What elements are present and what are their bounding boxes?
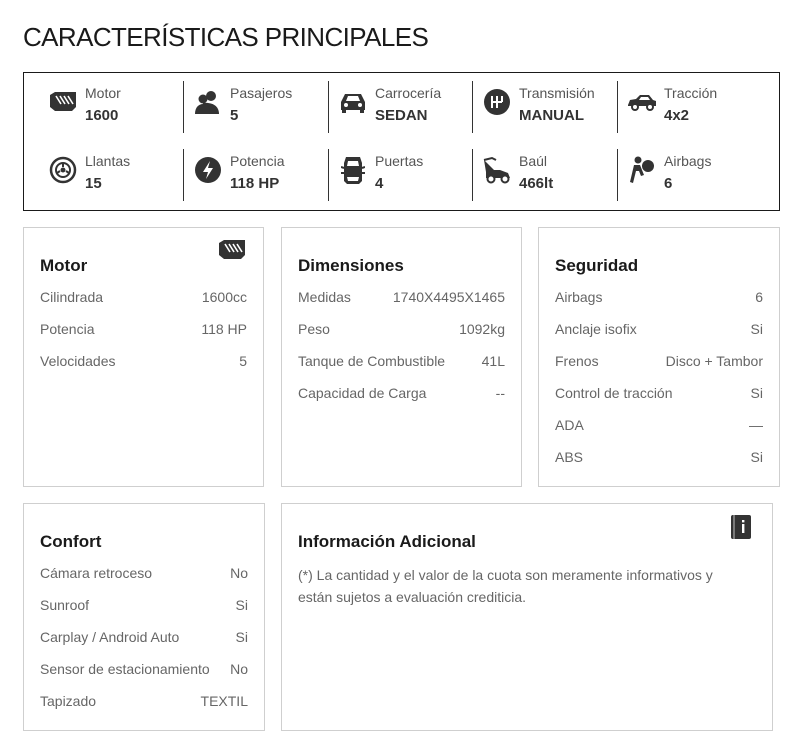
spec-label: Tapizado <box>40 693 97 709</box>
spec-label: Sunroof <box>40 597 90 613</box>
info-book-icon <box>730 514 752 545</box>
doors-icon <box>338 155 368 185</box>
spec-row <box>40 661 248 681</box>
engine-icon <box>48 87 78 117</box>
summary-item-puertas <box>338 153 483 211</box>
spec-label: ABS <box>555 449 584 465</box>
spec-value: 41L <box>481 353 505 369</box>
spec-label: Medidas <box>298 289 351 305</box>
summary-value: 1600 <box>85 107 119 124</box>
disclaimer-text: (*) La cantidad y el valor de la cuota son meramente informativos y están sujetos a evaluación crediticia. <box>298 567 713 605</box>
spec-row <box>40 597 248 617</box>
spec-value: Disco + Tambor <box>665 353 763 369</box>
summary-label: Pasajeros <box>230 85 293 101</box>
spec-row <box>555 321 763 341</box>
summary-value: 5 <box>230 107 239 124</box>
summary-value: SEDAN <box>375 107 428 124</box>
card-title: Seguridad <box>555 256 639 275</box>
spec-value: 5 <box>239 353 247 369</box>
gearbox-icon <box>482 87 512 117</box>
summary-item-transmision <box>482 85 627 143</box>
page-title: CARACTERÍSTICAS PRINCIPALES <box>23 22 429 52</box>
summary-item-pasajeros <box>193 85 338 143</box>
card-confort <box>23 503 265 731</box>
spec-row <box>40 321 247 341</box>
spec-row <box>40 693 248 713</box>
summary-value: 466lt <box>519 175 554 192</box>
summary-value: 15 <box>85 175 102 192</box>
spec-row <box>40 289 247 309</box>
card-motor <box>23 227 264 487</box>
spec-value: 6 <box>755 289 763 305</box>
divider <box>328 149 329 201</box>
summary-value: MANUAL <box>519 107 584 124</box>
spec-row <box>298 385 505 405</box>
spec-value: TEXTIL <box>200 693 248 709</box>
spec-row <box>555 449 763 469</box>
summary-label: Puertas <box>375 153 424 169</box>
car-body-icon <box>338 87 368 117</box>
spec-value: — <box>749 417 763 433</box>
summary-value: 118 HP <box>230 175 280 192</box>
spec-value: No <box>230 565 248 581</box>
spec-value: Si <box>750 385 763 401</box>
summary-item-llantas <box>48 153 193 211</box>
divider <box>472 81 473 133</box>
card-title: Motor <box>40 256 88 275</box>
divider <box>472 149 473 201</box>
divider <box>183 81 184 133</box>
summary-label: Carrocería <box>375 85 442 101</box>
summary-item-baul <box>482 153 627 211</box>
card-informacion-adicional <box>281 503 773 731</box>
spec-label: Anclaje isofix <box>555 321 637 337</box>
spec-label: ADA <box>555 417 584 433</box>
summary-label: Tracción <box>664 85 718 101</box>
engine-icon <box>217 238 247 267</box>
spec-row <box>555 289 763 309</box>
trunk-icon <box>482 155 512 185</box>
summary-item-carroceria <box>338 85 483 143</box>
spec-value: 1600cc <box>201 289 247 305</box>
spec-label: Peso <box>298 321 330 337</box>
divider <box>183 149 184 201</box>
spec-value: Si <box>235 629 248 645</box>
passengers-icon <box>193 87 223 117</box>
traction-car-icon <box>627 87 657 117</box>
card-title: Confort <box>40 532 102 551</box>
summary-label: Potencia <box>230 153 285 169</box>
divider <box>617 81 618 133</box>
summary-label: Llantas <box>85 153 131 169</box>
spec-label: Frenos <box>555 353 599 369</box>
summary-box <box>23 72 780 211</box>
card-title: Dimensiones <box>298 256 404 275</box>
summary-item-motor <box>48 85 193 143</box>
spec-value: Si <box>235 597 248 613</box>
spec-row <box>298 353 505 373</box>
spec-value: No <box>230 661 248 677</box>
summary-label: Airbags <box>664 153 712 169</box>
spec-row <box>40 565 248 585</box>
divider <box>617 149 618 201</box>
summary-item-traccion <box>627 85 772 143</box>
spec-row <box>555 385 763 405</box>
summary-item-airbags <box>627 153 772 211</box>
spec-value: Si <box>750 321 763 337</box>
summary-label: Baúl <box>519 153 548 169</box>
power-icon <box>193 155 223 185</box>
spec-row <box>555 417 763 437</box>
summary-label: Transmisión <box>519 85 595 101</box>
spec-value: 1740X4495X1465 <box>392 289 505 305</box>
spec-row <box>298 289 505 309</box>
wheel-icon <box>48 155 78 185</box>
spec-label: Carplay / Android Auto <box>40 629 180 645</box>
summary-label: Motor <box>85 85 121 101</box>
summary-value: 4x2 <box>664 107 690 124</box>
spec-label: Tanque de Combustible <box>298 353 446 369</box>
spec-value: 118 HP <box>201 321 247 337</box>
spec-label: Sensor de estacionamiento <box>40 661 210 677</box>
summary-value: 6 <box>664 175 673 192</box>
divider <box>328 81 329 133</box>
spec-value: 1092kg <box>459 321 505 337</box>
summary-value: 4 <box>375 175 384 192</box>
spec-label: Control de tracción <box>555 385 673 401</box>
spec-label: Capacidad de Carga <box>298 385 427 401</box>
spec-label: Airbags <box>555 289 603 305</box>
spec-row <box>40 629 248 649</box>
airbag-icon <box>627 155 657 185</box>
spec-label: Cilindrada <box>40 289 104 305</box>
spec-row <box>40 353 247 373</box>
card-dimensiones <box>281 227 522 487</box>
spec-row <box>555 353 763 373</box>
spec-label: Potencia <box>40 321 95 337</box>
spec-value: Si <box>750 449 763 465</box>
card-seguridad <box>538 227 780 487</box>
spec-row <box>298 321 505 341</box>
card-title: Información Adicional <box>298 532 476 551</box>
spec-label: Cámara retroceso <box>40 565 153 581</box>
summary-item-potencia <box>193 153 338 211</box>
spec-value: -- <box>495 385 505 401</box>
spec-label: Velocidades <box>40 353 116 369</box>
